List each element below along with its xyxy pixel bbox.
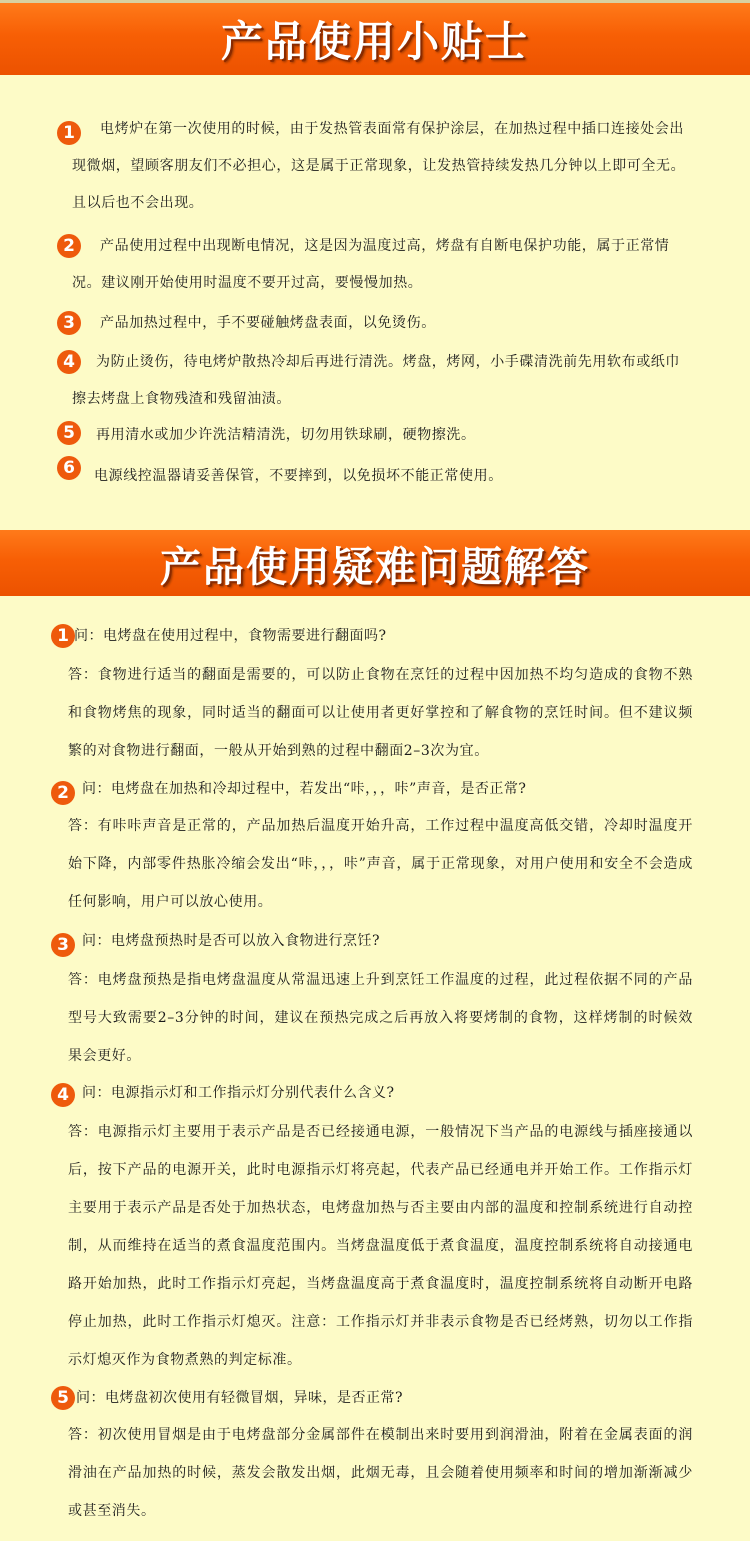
faq-banner <box>0 530 750 596</box>
tip-text: 再用清水或加少许洗洁精清洗，切勿用铁球刷，硬物擦洗。 <box>96 427 476 443</box>
number-badge-icon: 6 <box>57 456 81 480</box>
number-badge-icon: 5 <box>51 1386 75 1410</box>
tips-banner <box>0 3 750 75</box>
faq-question: 问：电源指示灯和工作指示灯分别代表什么含义? <box>82 1085 395 1101</box>
tip-text: 产品加热过程中，手不要碰触烤盘表面，以免烫伤。 <box>100 315 436 331</box>
faq-question: 问：电烤盘预热时是否可以放入食物进行烹饪? <box>82 933 381 949</box>
number-badge-icon: 5 <box>57 421 81 445</box>
tip-text: 为防止烫伤，待电烤炉散热冷却后再进行清洗。烤盘，烤网，小手碟清洗前先用软布或纸巾擦去烤盘上食物残渣和残留油渍。 <box>72 354 680 407</box>
number-badge-icon: 4 <box>57 350 81 374</box>
number-badge-icon: 1 <box>57 121 81 145</box>
number-badge-icon: 2 <box>57 234 81 258</box>
tip-text: 电烤炉在第一次使用的时候，由于发热管表面常有保护涂层，在加热过程中插口连接处会出现微烟，望顾客朋友们不必担心，这是属于正常现象，让发热管持续发热几分钟以上即可全无。且以后也不会出现。 <box>72 121 686 211</box>
faq-title: 产品使用疑难问题解答 <box>160 542 590 591</box>
tip-text: 电源线控温器请妥善保管，不要摔到，以免损坏不能正常使用。 <box>94 468 503 484</box>
faq-question: 问：电烤盘在使用过程中，食物需要进行翻面吗? <box>74 628 387 644</box>
faq-answer: 答：有咔咔声音是正常的，产品加热后温度开始升高，工作过程中温度高低交错，冷却时温度开始下降，内部零件热胀冷缩会发出“咔，，，咔”声音，属于正常现象，对用户使用和安全不会造成任何影响，用户可以放心使用。 <box>68 818 693 910</box>
faq-answer: 答：食物进行适当的翻面是需要的，可以防止食物在烹饪的过程中因加热不均匀造成的食物不熟和食物烤焦的现象，同时适当的翻面可以让使用者更好掌控和了解食物的烹饪时间。但不建议频繁的对食物进行翻面，一般从开始到熟的过程中翻面2–3次为宜。 <box>68 667 693 759</box>
faq-answer: 答：电烤盘预热是指电烤盘温度从常温迅速上升到烹饪工作温度的过程，此过程依据不同的产品型号大致需要2–3分钟的时间，建议在预热完成之后再放入将要烤制的食物，这样烤制的时候效果会更好。 <box>68 972 693 1064</box>
faq-answer: 答：初次使用冒烟是由于电烤盘部分金属部件在模制出来时要用到润滑油，附着在金属表面的润滑油在产品加热的时候，蒸发会散发出烟，此烟无毒，且会随着使用频率和时间的增加渐渐减少或甚至消失。 <box>68 1427 693 1519</box>
faq-question: 问：电烤盘初次使用有轻微冒烟，异味，是否正常? <box>76 1390 404 1406</box>
number-badge-icon: 3 <box>57 311 81 335</box>
faq-question: 问：电烤盘在加热和冷却过程中，若发出“咔，，，咔”声音，是否正常? <box>82 781 527 797</box>
tips-title: 产品使用小贴士 <box>220 17 529 66</box>
number-badge-icon: 2 <box>51 781 75 805</box>
tip-text: 产品使用过程中出现断电情况，这是因为温度过高，烤盘有自断电保护功能，属于正常情况。建议刚开始使用时温度不要开过高，要慢慢加热。 <box>72 238 670 291</box>
number-badge-icon: 4 <box>51 1083 75 1107</box>
number-badge-icon: 3 <box>51 933 75 957</box>
faq-answer: 答：电源指示灯主要用于表示产品是否已经接通电源，一般情况下当产品的电源线与插座接通以后，按下产品的电源开关，此时电源指示灯将亮起，代表产品已经通电并开始工作。工作指示灯主要用于表示产品是否处于加热状态，电烤盘加热与否主要由内部的温度和控制系统进行自动控制，从而维持在适当的煮食温度范围内。当烤盘温度低于煮食温度，温度控制系统将自动接通电路开始加热，此时工作指示灯亮起，当烤盘温度高于煮食温度时，温度控制系统将自动断开电路停止加热，此时工作指示灯熄灭。注意：工作指示灯并非表示食物是否已经烤熟，切勿以工作指示灯熄灭作为食物煮熟的判定标准。 <box>68 1124 693 1368</box>
number-badge-icon: 1 <box>51 624 75 648</box>
